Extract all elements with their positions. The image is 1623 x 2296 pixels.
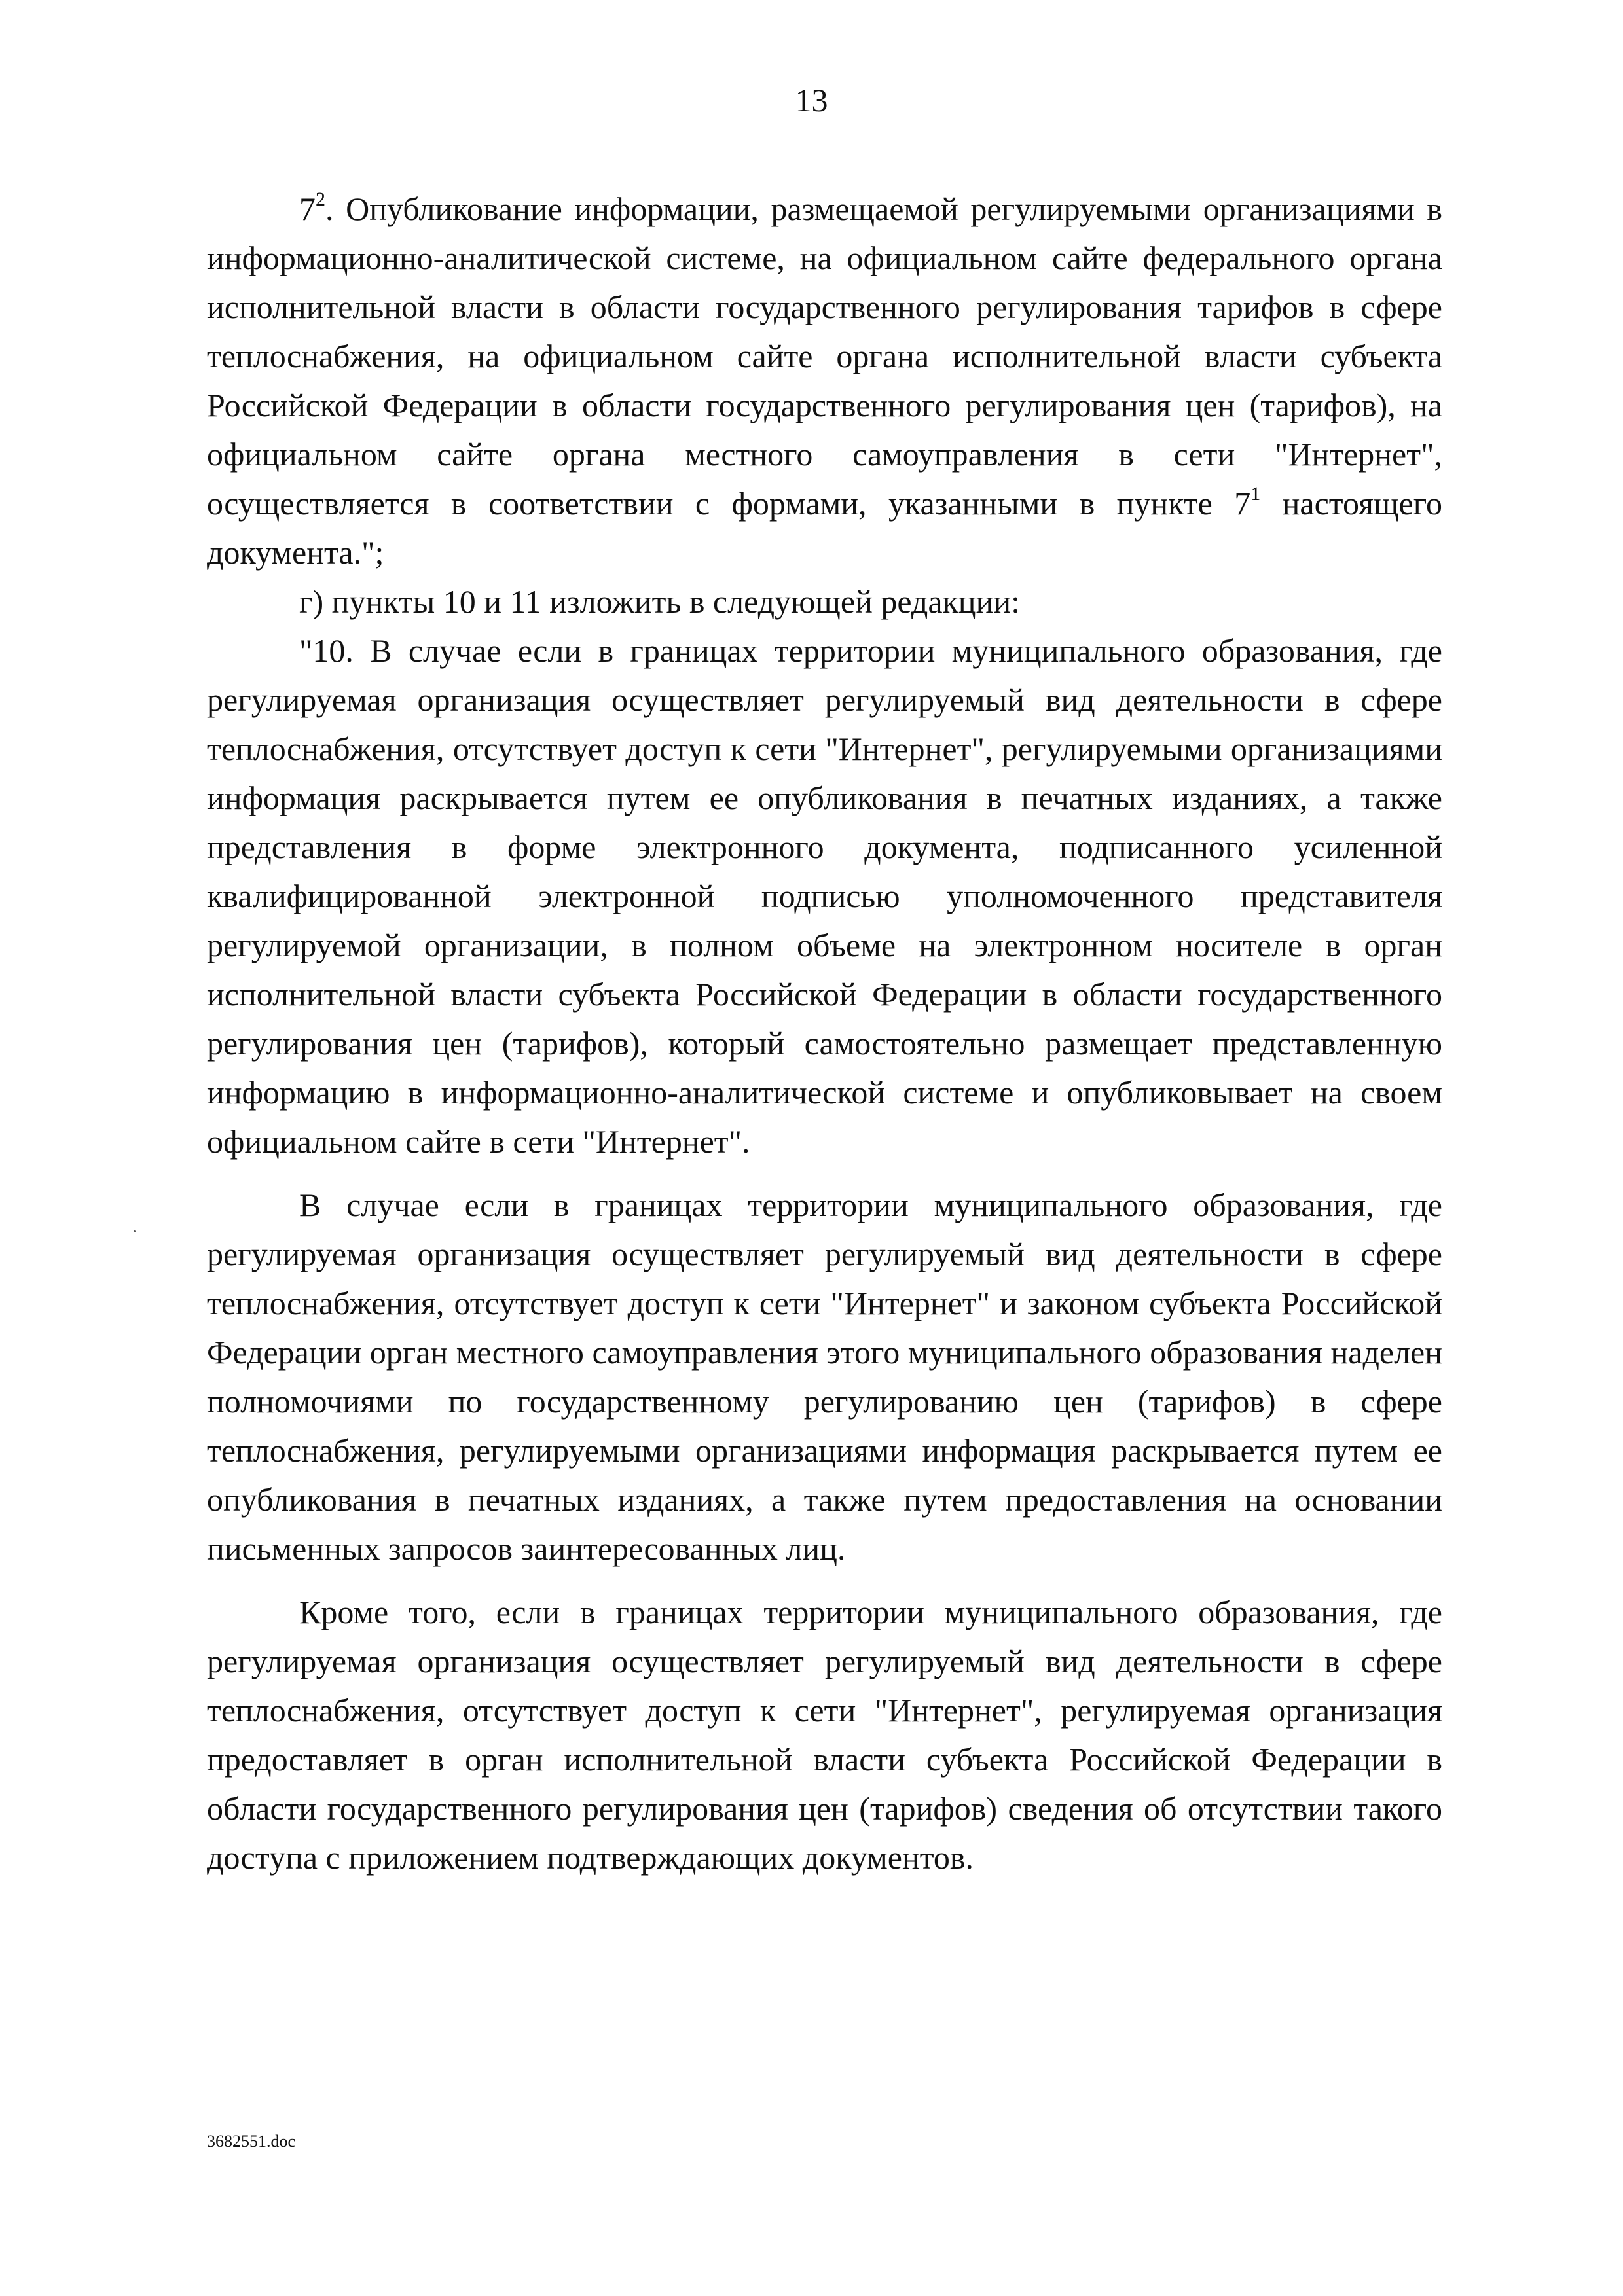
paragraph-10-second: В случае если в границах территории муниципального образования, где регулируемая организация осуществляет регулируемый вид деятельности в сфере теплоснабжения, отсутствует доступ к сети "Интернет" и законом субъекта Российской Федерации орган местного самоуправления этого муниципального образования наделен полномочиями по государственному регулированию цен (тарифов) в сфере теплоснабжения, регулируемыми организациями информация раскрывается путем ее опубликования в печатных изданиях, а также путем предоставления на основании письменных запросов заинтересованных лиц. xyxy=(207,1187,1442,1567)
paragraph-text-end: настоящего документа."; xyxy=(207,485,1442,571)
paragraph-10-third: Кроме того, если в границах территории муниципального образования, где регулируемая организация осуществляет регулируемый вид деятельности в сфере теплоснабжения, отсутствует доступ к сети "Интернет", регулируемая организация предоставляет в орган исполнительной власти субъекта Российской Федерации в области государственного регулирования цен (тарифов) сведения об отсутствии такого доступа с приложением подтверждающих документов. xyxy=(207,1594,1442,1876)
paragraph-7-2 xyxy=(207,185,1442,577)
reference-superscript: 1 xyxy=(1250,483,1261,505)
paragraph-g-amend: г) пункты 10 и 11 изложить в следующей редакции: xyxy=(299,583,1020,620)
paragraph-10: "10. В случае если в границах территории муниципального образования, где регулируемая организация осуществляет регулируемый вид деятельности в сфере теплоснабжения, отсутствует доступ к сети "Интернет", регулируемыми организациями информация раскрывается путем ее опубликования в печатных изданиях, а также представления в форме электронного документа, подписанного усиленной квалифицированной электронной подписью уполномоченного представителя регулируемой организации, в полном объеме на электронном носителе в орган исполнительной власти субъекта Российской Федерации в области государственного регулирования цен (тарифов), который самостоятельно размещает представленную информацию в информационно-аналитической системе и опубликовывает на своем официальном сайте в сети "Интернет". xyxy=(207,632,1442,1160)
scan-speck xyxy=(134,1230,136,1232)
paragraph-number-superscript: 2 xyxy=(316,188,325,211)
paragraph-number: 7 xyxy=(299,190,316,227)
paragraph-text: . Опубликование информации, размещаемой регулируемыми организациями в информационно-аналитической системе, на официальном сайте федерального органа исполнительной власти в области государственного регулирования тарифов в сфере теплоснабжения, на официальном сайте органа исполнительной власти субъекта Российской Федерации в области государственного регулирования цен (тарифов), на официальном сайте органа местного самоуправления в сети "Интернет", осуществляется в соответствии с формами, указанными в пункте 7 xyxy=(207,190,1442,522)
document-body xyxy=(207,185,1442,1882)
footer-filename: 3682551.doc xyxy=(207,2132,296,2151)
page-number: 13 xyxy=(795,82,828,118)
